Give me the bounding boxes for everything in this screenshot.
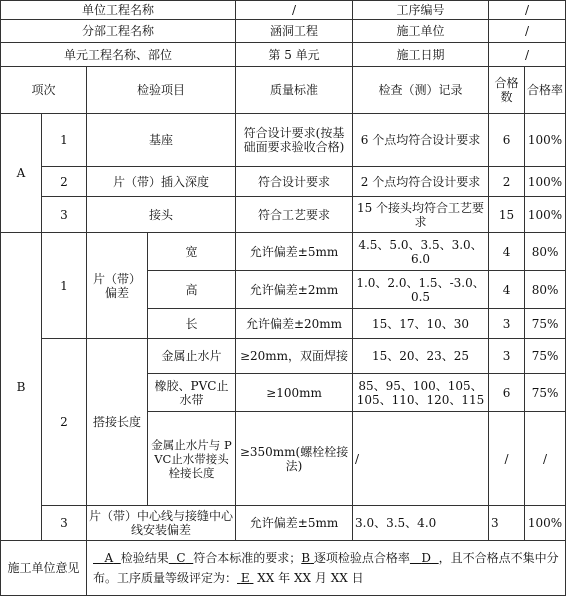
construction-date-value: / [489,43,566,67]
row-no: 1 [42,233,87,339]
group-a-label: A [1,114,42,233]
row-standard: 允许偏差±5mm [236,233,353,271]
row-record: 15、20、23、25 [353,339,489,374]
row-subitem: 长 [148,309,236,339]
col-record: 检查（测）记录 [353,67,489,114]
process-no-label: 工序编号 [353,1,489,20]
row-record: 4.5、5.0、3.5、3.0、6.0 [353,233,489,271]
row-standard: 允许偏差±2mm [236,271,353,309]
row-count: 4 [489,233,525,271]
row-count: 4 [489,271,525,309]
opinion-blank-b: B [301,551,311,565]
table-row [1,233,566,271]
row-rate: 100% [525,114,566,167]
table-row [1,167,566,197]
header-row-element [1,43,566,67]
row-count: 3 [489,506,525,541]
row-count: 3 [489,339,525,374]
opinion-text-1: 检验结果 [120,551,169,565]
division-project-value: 涵洞工程 [236,20,353,43]
table-row [1,114,566,167]
row-subitem: 金属止水片与 PVC止水带接头栓接长度 [148,412,236,506]
contractor-value: / [489,20,566,43]
row-rate: 100% [525,167,566,197]
row-no: 3 [42,506,87,541]
opinion-text-3: 逐项检验点合格率 [313,551,410,565]
header-row-unit [1,1,566,20]
row-record: 3.0、3.5、4.0 [353,506,489,541]
row-no: 2 [42,167,87,197]
process-no-value: / [489,1,566,20]
division-project-label: 分部工程名称 [1,20,236,43]
row-standard: ≥350mm(螺栓栓接法) [236,412,353,506]
table-row [1,197,566,233]
row-subitem: 高 [148,271,236,309]
opinion-label: 施工单位意见 [1,541,87,596]
contractor-label: 施工单位 [353,20,489,43]
opinion-blank-c: C [176,551,186,565]
col-standard: 质量标准 [236,67,353,114]
opinion-row [1,541,566,596]
row-record: 2 个点均符合设计要求 [353,167,489,197]
row-item: 接头 [87,197,236,233]
row-record: 15 个接头均符合工艺要求 [353,197,489,233]
element-project-label: 单元工程名称、部位 [1,43,236,67]
row-count: / [489,412,525,506]
column-header-row [1,67,566,114]
opinion-blank-e: E [240,571,250,585]
row-record: 85、95、100、105、105、110、120、115 [353,374,489,412]
row-standard: ≥100mm [236,374,353,412]
row-rate: / [525,412,566,506]
row-count: 6 [489,114,525,167]
element-project-value: 第 5 单元 [236,43,353,67]
row-standard: 符合设计要求 [236,167,353,197]
opinion-blank-d: D [421,551,432,565]
row-standard: 允许偏差±5mm [236,506,353,541]
col-item-no: 项次 [1,67,87,114]
row-record: 1.0、2.0、1.5、-3.0、0.5 [353,271,489,309]
row-subitem: 金属止水片 [148,339,236,374]
row-record: / [353,412,489,506]
row-standard: 符合设计要求(按基础面要求验收合格) [236,114,353,167]
row-subitem: 橡胶、PVC止水带 [148,374,236,412]
header-row-division [1,20,566,43]
row-record: 15、17、10、30 [353,309,489,339]
row-no: 1 [42,114,87,167]
row-rate: 75% [525,339,566,374]
opinion-text-4: ，且不合格点不集中分布。工序质量等级评定为： [93,551,559,585]
row-standard: 允许偏差±20mm [236,309,353,339]
col-pass-rate: 合格率 [525,67,566,114]
row-item: 搭接长度 [87,339,148,506]
col-pass-count: 合格数 [489,67,525,114]
row-item: 基座 [87,114,236,167]
opinion-date: XX 年 XX 月 XX 日 [257,571,364,585]
row-item: 片（带）插入深度 [87,167,236,197]
row-count: 2 [489,167,525,197]
opinion-content [87,541,566,596]
col-item: 检验项目 [87,67,236,114]
row-standard: ≥20mm，双面焊接 [236,339,353,374]
row-rate: 100% [525,197,566,233]
table-row [1,339,566,374]
row-count: 6 [489,374,525,412]
row-rate: 80% [525,271,566,309]
row-record: 6 个点均符合设计要求 [353,114,489,167]
opinion-text-2: 符合本标准的要求； [193,551,302,565]
unit-project-label: 单位工程名称 [1,1,236,20]
row-no: 3 [42,197,87,233]
row-count: 3 [489,309,525,339]
row-no: 2 [42,339,87,506]
row-item: 片（带）偏差 [87,233,148,339]
opinion-blank-a: A [104,551,114,565]
table-row [1,506,566,541]
unit-project-value: / [236,1,353,20]
row-subitem: 宽 [148,233,236,271]
row-rate: 75% [525,309,566,339]
construction-date-label: 施工日期 [353,43,489,67]
row-rate: 75% [525,374,566,412]
row-count: 15 [489,197,525,233]
row-item: 片（带）中心线与接缝中心线安装偏差 [87,506,236,541]
row-rate: 100% [525,506,566,541]
group-b-label: B [1,233,42,541]
row-rate: 80% [525,233,566,271]
row-standard: 符合工艺要求 [236,197,353,233]
